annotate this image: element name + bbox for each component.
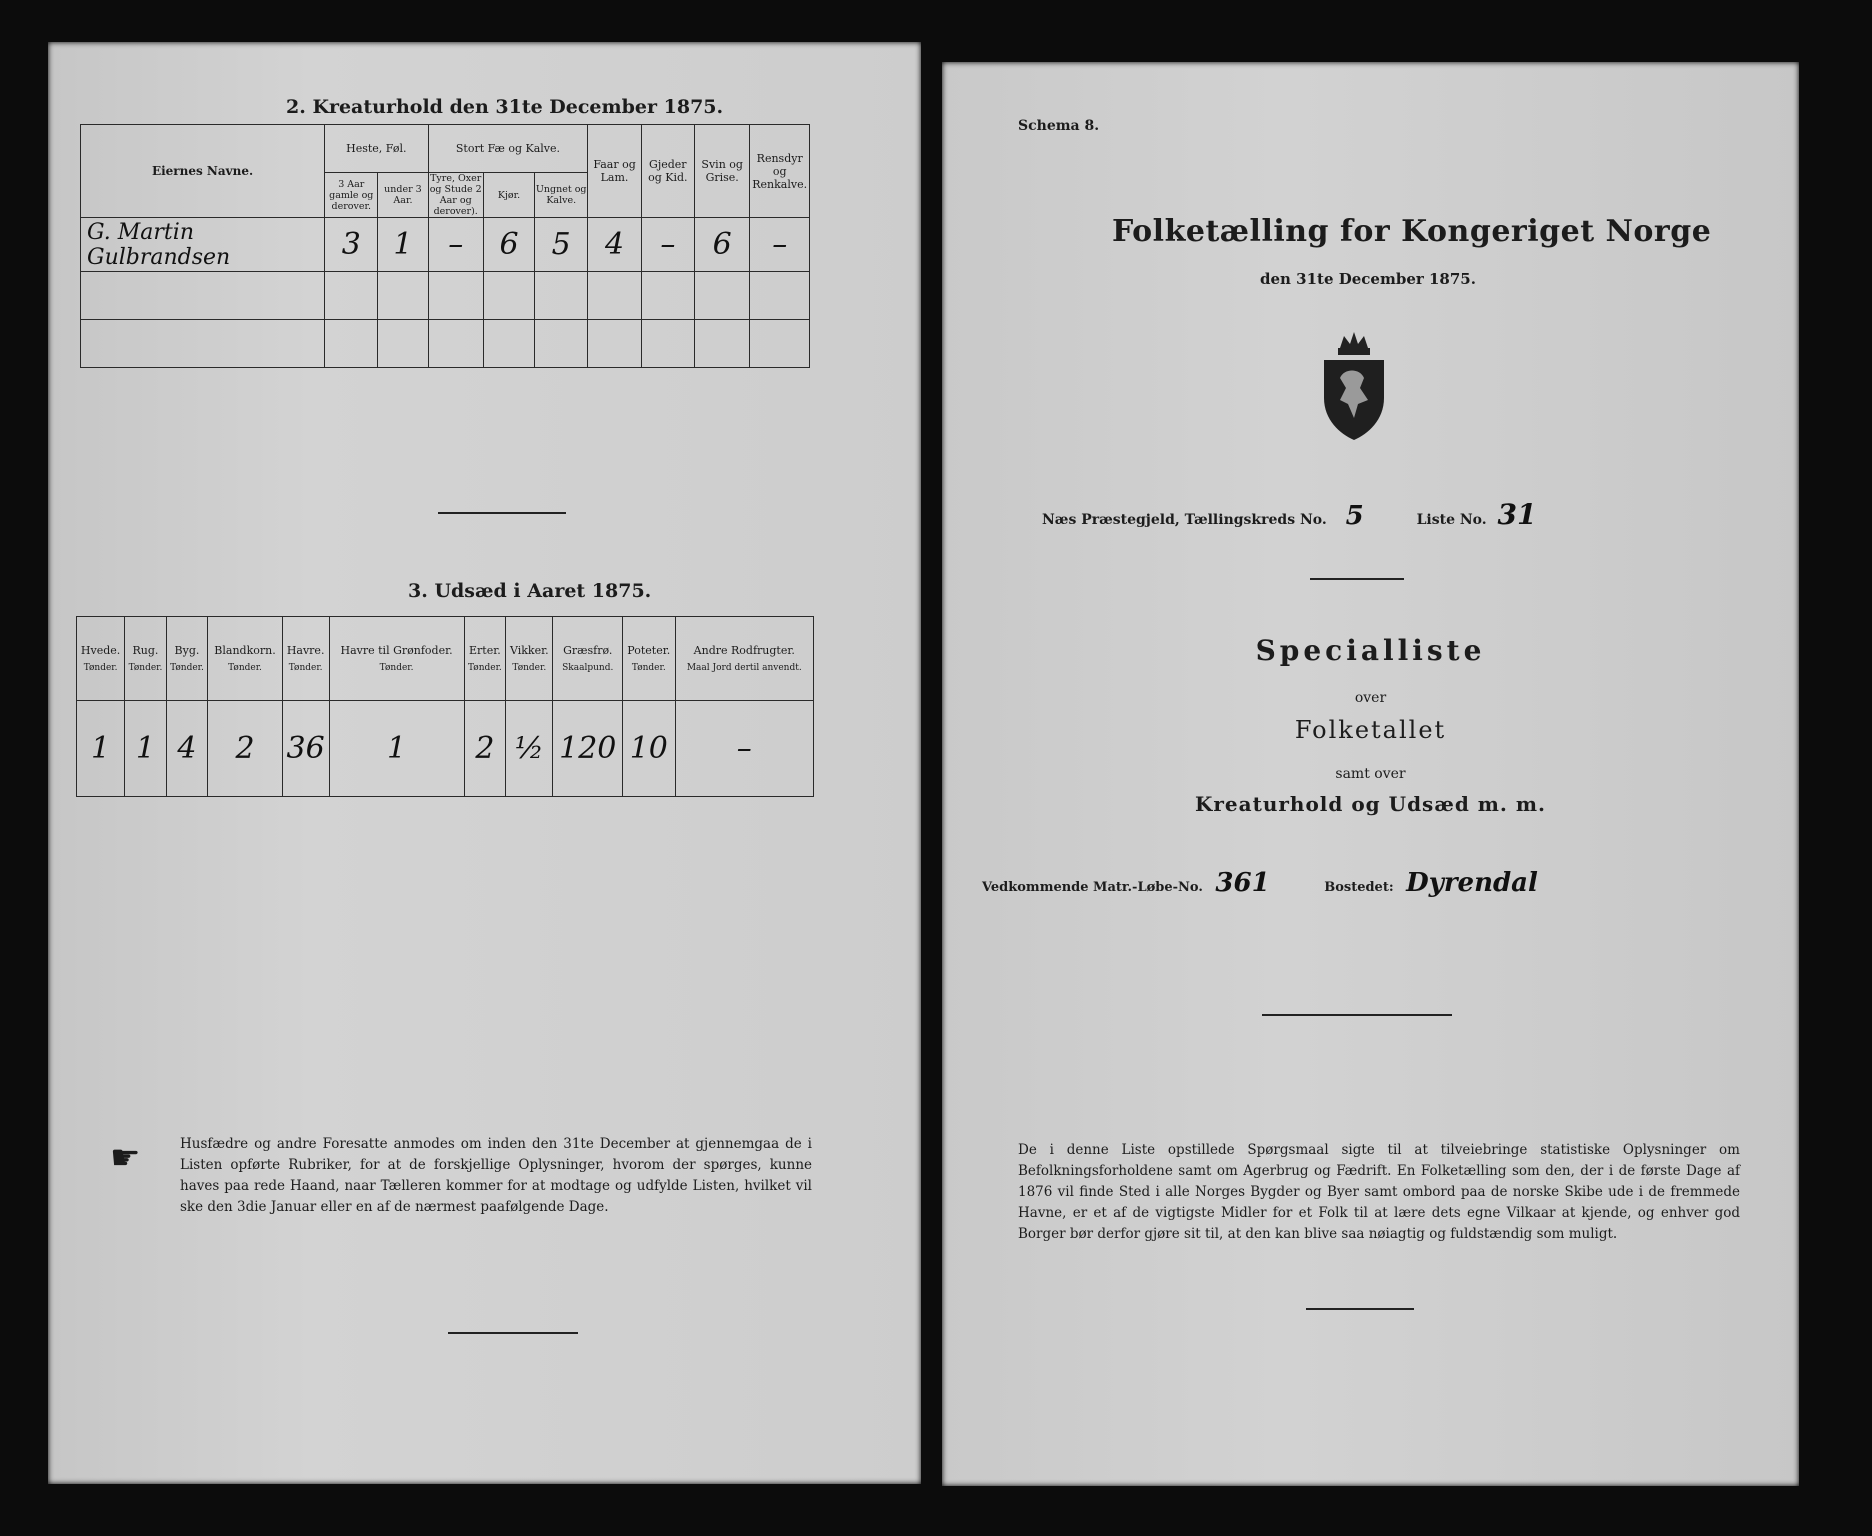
udsaed-value-4: 36 xyxy=(282,701,329,797)
udsaed-value-7: ½ xyxy=(506,701,553,797)
kreaturhold-title: 2. Kreaturhold den 31te December 1875. xyxy=(286,96,724,118)
udsaed-column-unit: Maal Jord dertil anvendt. xyxy=(686,663,802,673)
cell-faar: 4 xyxy=(588,218,641,272)
kreaturhold-table xyxy=(80,124,810,368)
right-page xyxy=(942,62,1799,1486)
udsaed-column-unit: Tønder. xyxy=(228,663,262,673)
folketallet-label: Folketallet xyxy=(1294,716,1447,744)
bostedet-value: Dyrendal xyxy=(1406,868,1538,898)
udsaed-column-name: Havre. xyxy=(286,644,325,657)
schema-label: Schema 8. xyxy=(1018,118,1100,134)
svin-header: Svin og Grise. xyxy=(694,125,749,218)
pointing-hand-icon: ☛ xyxy=(110,1138,141,1178)
matr-line xyxy=(982,868,1538,898)
owner-name: G. Martin Gulbrandsen xyxy=(81,218,325,272)
udsaed-column-unit: Skaalpund. xyxy=(562,663,614,673)
udsaed-column-name: Andre Rodfrugter. xyxy=(693,644,795,657)
faar-header: Faar og Lam. xyxy=(588,125,641,218)
bostedet-label: Bostedet: xyxy=(1324,880,1394,895)
udsaed-column-name: Græsfrø. xyxy=(563,644,613,657)
udsaed-header-10 xyxy=(675,617,813,701)
liste-label: Liste No. xyxy=(1416,512,1487,528)
udsaed-column-unit: Tønder. xyxy=(467,663,502,673)
divider xyxy=(438,512,566,514)
instruction-note: Husfædre og andre Foresatte anmodes om inden den 31te December at gjennemgaa de i Listen opførte Rubriker, for at de forskjellige Oplysninger, hvorom der spørges, kunne haves paa rede Haand, naar Tælleren kommer for at modtage og udfylde Listen, hvilket vil ske den 3die Januar eller en af de nærmest paafølgende Dage. xyxy=(180,1136,812,1215)
gjeder-header: Gjeder og Kid. xyxy=(641,125,694,218)
kreds-number: 5 xyxy=(1345,501,1364,531)
kreds-line xyxy=(1042,498,1536,531)
table-row xyxy=(77,701,814,797)
udsaed-column-name: Byg. xyxy=(174,644,200,657)
udsaed-header-8 xyxy=(553,617,623,701)
udsaed-column-name: Havre til Grønfoder. xyxy=(340,644,453,657)
cell-tyre: – xyxy=(428,218,483,272)
udsaed-header-2 xyxy=(166,617,208,701)
table-row xyxy=(81,272,810,320)
udsaed-column-name: Vikker. xyxy=(509,644,549,657)
tyre-header: Tyre, Oxer og Stude 2 Aar og derover). xyxy=(429,173,482,217)
kreds-label: Næs Præstegjeld, Tællingskreds No. xyxy=(1042,512,1327,528)
udsaed-column-unit: Tønder. xyxy=(170,663,204,673)
heste-under-header: under 3 Aar. xyxy=(378,173,428,218)
heste-3aar-header: 3 Aar gamle og derover. xyxy=(325,173,378,218)
udsaed-value-6: 2 xyxy=(464,701,506,797)
divider xyxy=(448,1332,578,1334)
divider xyxy=(1310,578,1404,580)
over-label: over xyxy=(1354,690,1387,706)
udsaed-column-name: Blandkorn. xyxy=(214,644,276,657)
cell-ungnet: 5 xyxy=(535,218,588,272)
cell-rensdyr: – xyxy=(750,218,810,272)
udsaed-column-unit: Tønder. xyxy=(128,663,163,673)
udsaed-value-0: 1 xyxy=(77,701,125,797)
census-date: den 31te December 1875. xyxy=(1260,270,1476,288)
specialliste-title: Specialliste xyxy=(1255,634,1486,667)
liste-number: 31 xyxy=(1497,498,1537,531)
udsaed-table xyxy=(76,616,814,797)
udsaed-value-8: 120 xyxy=(553,701,623,797)
udsaed-header-6 xyxy=(464,617,506,701)
udsaed-header-0 xyxy=(77,617,125,701)
divider xyxy=(1262,1014,1452,1016)
udsaed-header-4 xyxy=(282,617,329,701)
udsaed-column-name: Erter. xyxy=(468,644,501,657)
cell-svin: 6 xyxy=(694,218,749,272)
udsaed-header-3 xyxy=(208,617,283,701)
udsaed-value-5: 1 xyxy=(329,701,464,797)
rensdyr-header: Rensdyr og Renkalve. xyxy=(750,125,810,218)
udsaed-column-name: Rug. xyxy=(132,644,159,657)
divider xyxy=(1306,1308,1414,1310)
left-page xyxy=(48,42,921,1484)
udsaed-value-10: – xyxy=(675,701,813,797)
heste-header: Heste, Føl. xyxy=(325,125,428,173)
udsaed-column-unit: Tønder. xyxy=(83,663,118,673)
udsaed-column-name: Poteter. xyxy=(627,644,671,657)
udsaed-header-1 xyxy=(125,617,167,701)
udsaed-header-5 xyxy=(329,617,464,701)
samt-over-label: samt over xyxy=(1335,766,1406,782)
kreaturhold-subtitle: Kreaturhold og Udsæd m. m. xyxy=(1195,792,1546,816)
cell-kjor: 6 xyxy=(483,218,534,272)
udsaed-value-9: 10 xyxy=(623,701,676,797)
main-title: Folketælling for Kongeriget Norge xyxy=(1112,214,1712,249)
udsaed-title: 3. Udsæd i Aaret 1875. xyxy=(408,580,652,602)
kjor-header: Kjør. xyxy=(483,173,534,218)
udsaed-column-name: Hvede. xyxy=(80,644,121,657)
udsaed-value-2: 4 xyxy=(166,701,208,797)
cell-gjeder: – xyxy=(641,218,694,272)
udsaed-column-unit: Tønder. xyxy=(512,663,547,673)
udsaed-header-7 xyxy=(506,617,553,701)
owner-header: Eiernes Navne. xyxy=(81,125,325,218)
table-row xyxy=(81,320,810,368)
udsaed-column-unit: Tønder. xyxy=(379,663,414,673)
matr-number: 361 xyxy=(1215,868,1270,898)
udsaed-header-9 xyxy=(623,617,676,701)
ungnet-header: Ungnet og Kalve. xyxy=(535,173,588,218)
stort-fae-header: Stort Fæ og Kalve. xyxy=(428,125,588,173)
cell-heste-3aar: 3 xyxy=(325,218,378,272)
udsaed-value-1: 1 xyxy=(125,701,167,797)
info-note: De i denne Liste opstillede Spørgsmaal sigte til at tilveiebringe statistiske Oplysninger om Befolkningsforholdene samt om Agerbrug og Fædrift. En Folketælling som den, der i de første Dage af 1876 vil finde Sted i alle Norges Bygder og Byer samt ombord paa de norske Skibe ude i de fremmede Havne, er et af de vigtigste Midler for et Folk til at lære dets egne Vilkaar at kjende, og enhver god Borger bør derfor gjøre sit til, at den kan blive saa nøiagtig og fuldstændig som muligt. xyxy=(1018,1142,1740,1242)
udsaed-column-unit: Tønder. xyxy=(288,663,323,673)
matr-label: Vedkommende Matr.-Løbe-No. xyxy=(982,880,1203,895)
table-row xyxy=(81,218,810,272)
udsaed-column-unit: Tønder. xyxy=(631,663,666,673)
cell-heste-under: 1 xyxy=(378,218,428,272)
coat-of-arms-icon xyxy=(1314,330,1394,442)
udsaed-value-3: 2 xyxy=(208,701,283,797)
